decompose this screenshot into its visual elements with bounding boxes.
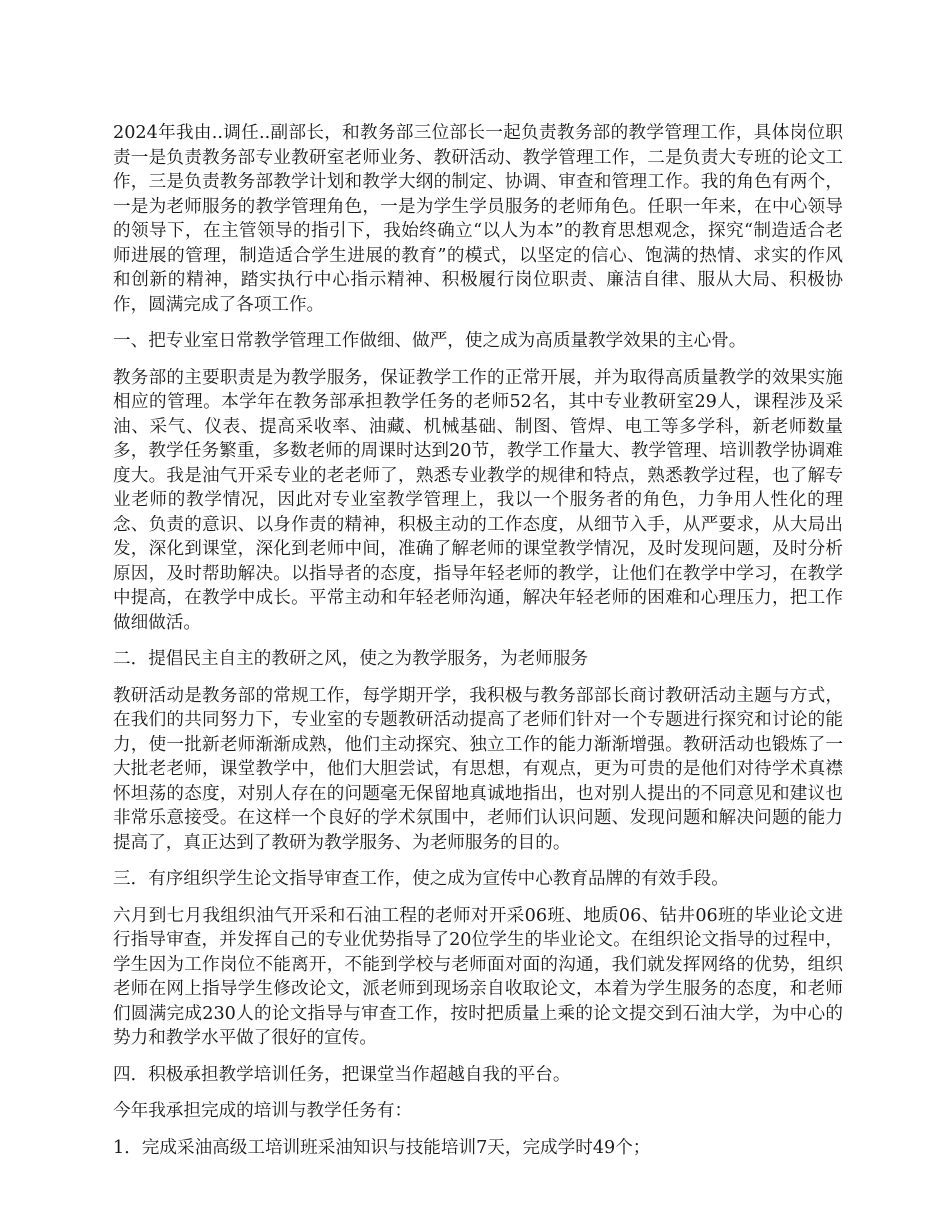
section-heading-4: 四．积极承担教学培训任务，把课堂当作超越自我的平台。 — [113, 1064, 571, 1085]
section-body-2: 教研活动是教务部的常规工作，每学期开学，我积极与教务部部长商讨教研活动主题与方式，在我们的共同努力下，专业室的专题教研活动提高了老师们针对一个专题进行探究和讨论的能力，使一批新老师渐渐成熟，他们主动探究、独立工作的能力渐渐增强。教研活动也锻炼了一大批老老师，课堂教学中，他们大胆尝试，有思想，有观点，更为可贵的是他们对待学术真襟怀坦荡的态度，对别人存在的问题毫无保留地真诚地指出，也对别人提出的不同意见和建议也非常乐意接受。在这样一个良好的学术氛围中，老师们认识问题、发现问题和解决问题的能力提高了，真正达到了教研为教学服务、为老师服务的目的。 — [113, 685, 843, 853]
section-body-3: 六月到七月我组织油气开采和石油工程的老师对开采06班、地质06、钻井06班的毕业论文进行指导审查，并发挥自己的专业优势指导了20位学生的毕业论文。在组织论文指导的过程中，学生因为工作岗位不能离开，不能到学校与老师面对面的沟通，我们就发挥网络的优势，组织老师在网上指导学生修改论文，派老师到现场亲自收取论文，本着为学生服务的态度，和老师们圆满完成230人的论文指导与审查工作，按时把质量上乘的论文提交到石油大学，为中心的势力和教学水平做了很好的宣传。 — [113, 905, 843, 1048]
intro-paragraph: 2024年我由..调任..副部长，和教务部三位部长一起负责教务部的教学管理工作，具体岗位职责一是负责教务部专业教研室老师业务、教研活动、教学管理工作，二是负责大专班的论文工作，三是负责教务部教学计划和教学大纲的制定、协调、审查和管理工作。我的角色有两个，一是为老师服务的教学管理角色，一是为学生学员服务的老师角色。任职一年来，在中心领导的领导下，在主管领导的指引下，我始终确立“以人为本”的教育思想观念，探究“制造适合老师进展的管理，制造适合学生进展的教育”的模式，以坚定的信心、饱满的热情、求实的作风和创新的精神，踏实执行中心指示精神、积极履行岗位职责、廉洁自律、服从大局、积极协作，圆满完成了各项工作。 — [113, 123, 843, 315]
task-intro: 今年我承担完成的培训与教学任务有： — [113, 1101, 413, 1121]
section-heading-2: 二．提倡民主自主的教研之风，使之为教学服务，为老师服务 — [113, 649, 589, 669]
section-heading-3: 三．有序组织学生论文指导审查工作，使之成为宣传中心教育品牌的有效手段。 — [113, 869, 729, 889]
document-body — [113, 121, 843, 1172]
section-heading-1: 一、把专业室日常教学管理工作做细、做严，使之成为高质量教学效果的主心骨。 — [113, 331, 747, 351]
section-body-1: 教务部的主要职责是为教学服务，保证教学工作的正常开展，并为取得高质量教学的效果实施相应的管理。本学年在教务部承担教学任务的老师52名，其中专业教研室29人，课程涉及采油、采气、仪表、提高采收率、油藏、机械基础、制图、管焊、电工等多学科，新老师数量多，教学任务繁重，多数老师的周课时达到20节，教学工作量大、教学管理、培训教学协调难度大。我是油气开采专业的老老师了，熟悉专业教学的规律和特点，熟悉教学过程，也了解专业老师的教学情况，因此对专业室教学管理上，我以一个服务者的角色，力争用人性化的理念、负责的意识、以身作责的精神，积极主动的工作态度，从细节入手，从严要求，从大局出发，深化到课堂，深化到老师中间，准确了解老师的课堂教学情况，及时发现问题，及时分析原因，及时帮助解决。以指导者的态度，指导年轻老师的教学，让他们在教学中学习，在教学中提高，在教学中成长。平常主动和年轻老师沟通，解决年轻老师的困难和心理压力，把工作做细做活。 — [113, 367, 843, 633]
task-item-1: 1．完成采油高级工培训班采油知识与技能培训7天，完成学时49个； — [113, 1137, 651, 1158]
